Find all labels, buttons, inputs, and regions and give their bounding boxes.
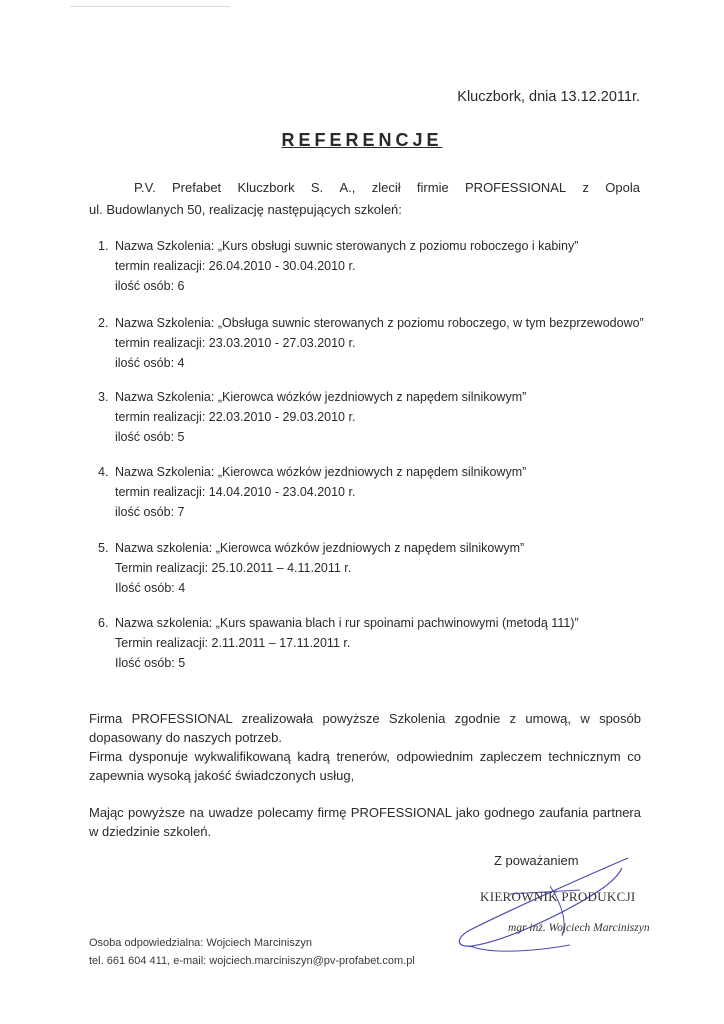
- training-people: ilość osób: 7: [115, 505, 185, 519]
- training-people: Ilość osób: 5: [115, 656, 186, 670]
- training-term: termin realizacji: 14.04.2010 - 23.04.2010 r.: [115, 485, 356, 499]
- training-term: termin realizacji: 23.03.2010 - 27.03.2010 r.: [115, 336, 356, 350]
- paragraph-completion: Firma PROFESSIONAL zrealizowała powyższe Szkolenia zgodnie z umową, w sposób dopasowany do naszych potrzeb.: [89, 711, 641, 745]
- training-item: [98, 462, 526, 522]
- stamp-name: mgr inż. Wojciech Marciniszyn: [508, 922, 650, 934]
- closing-phrase: Z poważaniem: [494, 853, 579, 868]
- training-term: Termin realizacji: 25.10.2011 – 4.11.2011 r.: [115, 561, 352, 575]
- training-people: Ilość osób: 4: [115, 581, 186, 595]
- training-item: [98, 613, 579, 673]
- intro-word: Kluczbork: [237, 180, 295, 195]
- training-number: 5.: [98, 541, 109, 555]
- letter-title: REFERENCJE: [281, 130, 443, 150]
- training-name: Nazwa szkolenia: „Kierowca wózków jezdniowych z napędem silnikowym”: [115, 541, 525, 555]
- training-name: Nazwa Szkolenia: „Obsługa suwnic sterowanych z poziomu roboczego, w tym bezprzewodowo”: [115, 316, 644, 330]
- scan-mark: [70, 6, 230, 7]
- training-name: Nazwa Szkolenia: „Kurs obsługi suwnic sterowanych z poziomu roboczego i kabiny”: [115, 239, 579, 253]
- contact-details: tel. 661 604 411, e-mail: wojciech.marciniszyn@pv-profabet.com.pl: [89, 955, 415, 967]
- intro-word: zlecił: [371, 180, 401, 195]
- training-item: [98, 387, 526, 447]
- training-name: Nazwa Szkolenia: „Kierowca wózków jezdniowych z napędem silnikowym”: [115, 465, 527, 479]
- training-people: ilość osób: 6: [115, 279, 185, 293]
- training-people: ilość osób: 4: [115, 356, 185, 370]
- letter-date: Kluczbork, dnia 13.12.2011r.: [457, 89, 640, 105]
- intro-word: A.,: [339, 180, 356, 195]
- intro-word: Opola: [605, 180, 640, 195]
- training-number: 1.: [98, 239, 109, 253]
- training-item: [98, 313, 644, 373]
- training-term: termin realizacji: 26.04.2010 - 30.04.2010 r.: [115, 259, 356, 273]
- intro-word: Prefabet: [172, 180, 222, 195]
- paragraph-qualifications: Firma dysponuje wykwalifikowaną kadrą trenerów, odpowiednim zapleczem technicznym co zapewnia wysoką jakość świadczonych usług,: [89, 749, 641, 783]
- intro-word: firmie: [416, 180, 449, 195]
- training-term: termin realizacji: 22.03.2010 - 29.03.2010 r.: [115, 410, 356, 424]
- intro-word: z: [582, 180, 589, 195]
- training-term: Termin realizacji: 2.11.2011 – 17.11.2011 r.: [115, 636, 351, 650]
- training-name: Nazwa Szkolenia: „Kierowca wózków jezdniowych z napędem silnikowym”: [115, 390, 527, 404]
- training-item: [98, 236, 578, 296]
- paragraph-recommendation: Mając powyższe na uwadze polecamy firmę PROFESSIONAL jako godnego zaufania partnera w dziedzinie szkoleń.: [89, 805, 641, 839]
- training-number: 2.: [98, 316, 109, 330]
- intro-word: P.V.: [134, 180, 156, 195]
- handwritten-signature: [450, 850, 650, 970]
- training-people: ilość osób: 5: [115, 430, 185, 444]
- training-item: [98, 538, 524, 598]
- intro-word: S.: [310, 180, 324, 195]
- contact-person: Osoba odpowiedzialna: Wojciech Marciniszyn: [89, 937, 312, 949]
- stamp-title: KIEROWNIK PRODUKCJI: [480, 889, 636, 904]
- training-number: 4.: [98, 465, 109, 479]
- training-number: 3.: [98, 390, 109, 404]
- training-name: Nazwa szkolenia: „Kurs spawania blach i rur spoinami pachwinowymi (metodą 111)”: [115, 616, 579, 630]
- training-number: 6.: [98, 616, 109, 630]
- intro-line-1: [134, 180, 640, 195]
- intro-word: PROFESSIONAL: [465, 180, 567, 195]
- intro-line-2: ul. Budowlanych 50, realizację następujących szkoleń:: [89, 202, 402, 217]
